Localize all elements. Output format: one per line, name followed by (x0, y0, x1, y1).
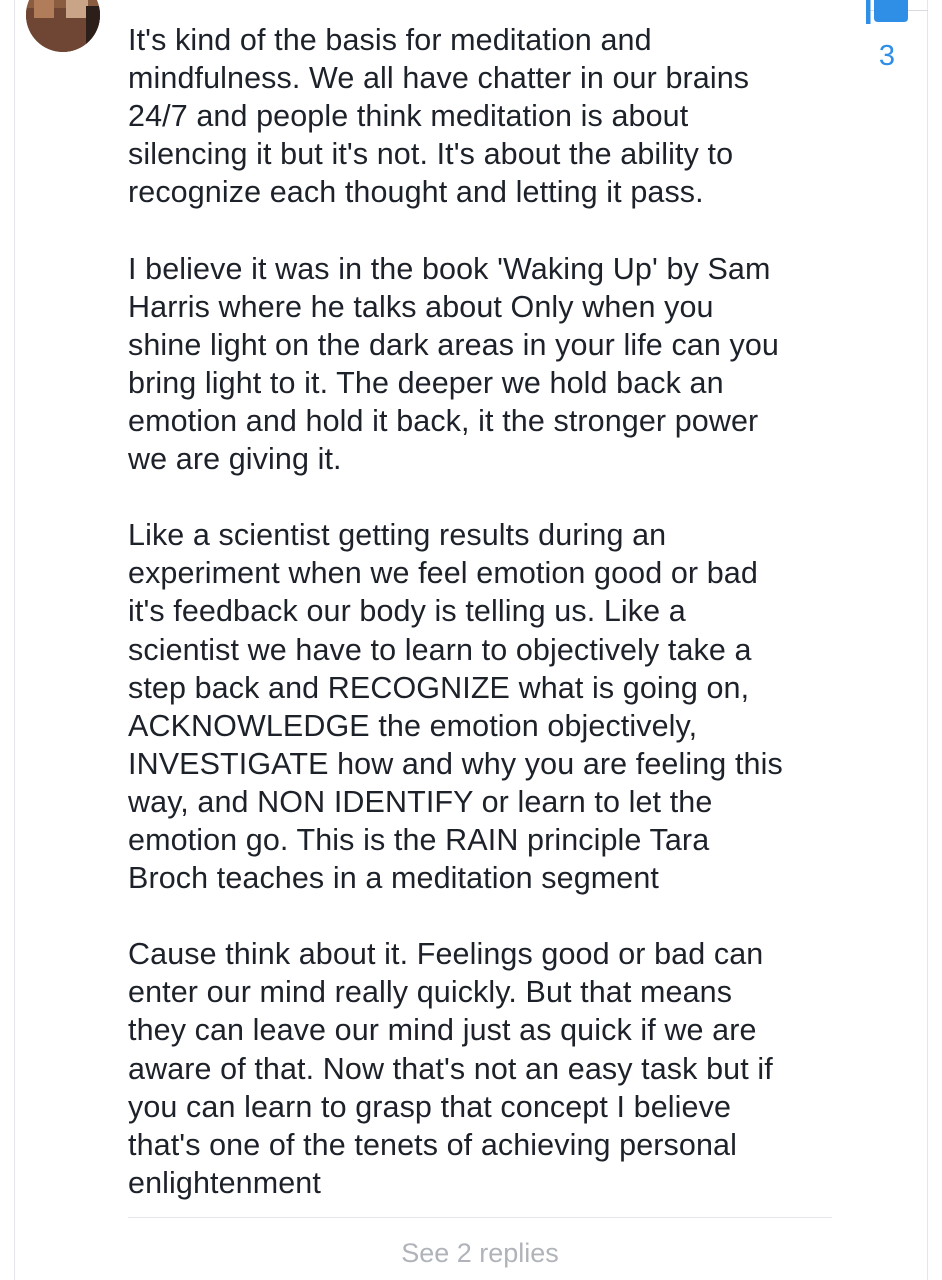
upvote-icon[interactable] (866, 0, 908, 24)
vote-count: 3 (878, 40, 896, 72)
see-replies-link[interactable]: See 2 replies (401, 1238, 559, 1268)
replies-divider (128, 1217, 832, 1218)
comment-text: It's kind of the basis for meditation and mindfulness. We all have chatter in our brains 24/7 and people think meditation is about silencing it but it's not. It's about the ability to recognize each thought and letting it pass. I believe it was in the book 'Waking Up' by Sam Harris where he talks about Only when you shine light on the dark areas in your life can you bring light to it. The deeper we hold back an emotion and hold it back, it the stronger power we are giving it. Like a scientist getting results during an experiment when we feel emotion good or bad it's feedback our body is telling us. Like a scientist we have to learn to objectively take a step back and RECOGNIZE what is going on, ACKNOWLEDGE the emotion objectively, INVESTIGATE how and why you are feeling this way, and NON IDENTIFY or learn to let the emotion go. This is the RAIN principle Tara Broch teaches in a meditation segment Cause think about it. Feelings good or bad can enter our mind really quickly. But that means they can leave our mind just as quick if we are aware of that. Now that's not an easy task but if you can learn to grasp that concept I believe that's one of the tenets of achieving personal enlightenment (128, 23, 783, 1200)
